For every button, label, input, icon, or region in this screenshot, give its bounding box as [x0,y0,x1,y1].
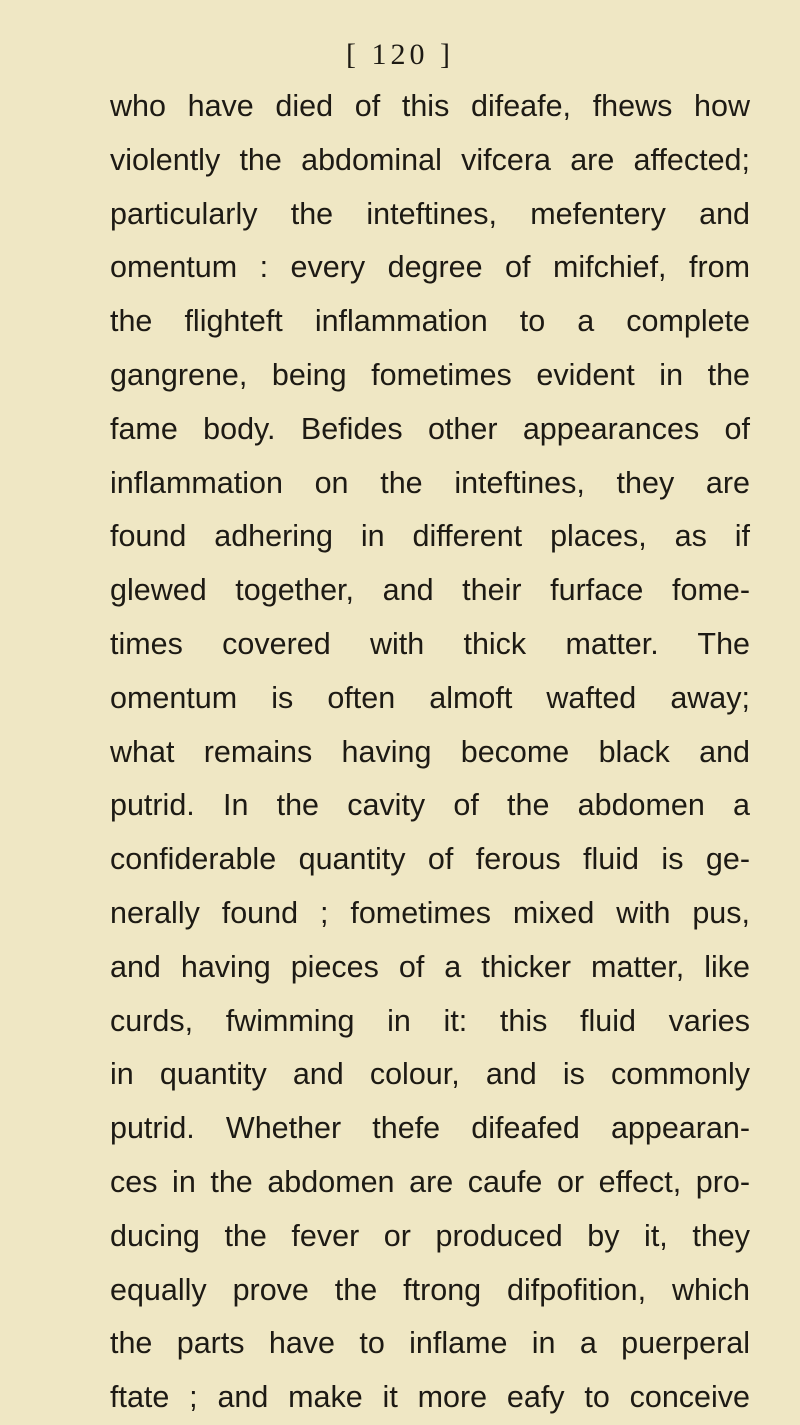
text-line: ducing the fever or produced by it, they [110,1218,750,1253]
text-line: ftate ; and make it more eafy to conceive [110,1380,750,1415]
text-line: gangrene, being fometimes evident in the [110,357,750,392]
text-line: confiderable quantity of ferous fluid is ge- [110,842,750,877]
text-line: in quantity and colour, and is commonly [110,1057,750,1092]
text-line: nerally found ; fometimes mixed with pus, [110,895,750,930]
text-line: omentum : every degree of mifchief, from [110,250,750,285]
text-line: putrid. Whether thefe difeafed appearan- [110,1111,750,1146]
text-line: glewed together, and their furface fome- [110,573,750,608]
text-line: the parts have to inflame in a puerperal [110,1326,750,1361]
body-text [110,80,750,1425]
text-line: and having pieces of a thicker matter, like [110,949,750,984]
text-line: omentum is often almoft wafted away; [110,680,750,715]
text-line: what remains having become black and [110,734,750,769]
text-line: putrid. In the cavity of the abdomen a [110,788,750,823]
text-line: the flighteft inflammation to a complete [110,304,750,339]
text-line: equally prove the ftrong difpofition, which [110,1272,750,1307]
text-line: times covered with thick matter. The [110,626,750,661]
text-line: ces in the abdomen are caufe or effect, pro- [110,1164,750,1199]
text-line: found adhering in different places, as if [110,519,750,554]
text-line: curds, fwimming in it: this fluid varies [110,1003,750,1038]
text-line: particularly the inteftines, mefentery and [110,196,750,231]
text-line: violently the abdominal vifcera are affected; [110,142,750,177]
page-number: [ 120 ] [346,38,454,71]
text-line: inflammation on the inteftines, they are [110,465,750,500]
text-line: who have died of this difeafe, fhews how [110,89,750,123]
text-line: fame body. Befides other appearances of [110,411,750,446]
